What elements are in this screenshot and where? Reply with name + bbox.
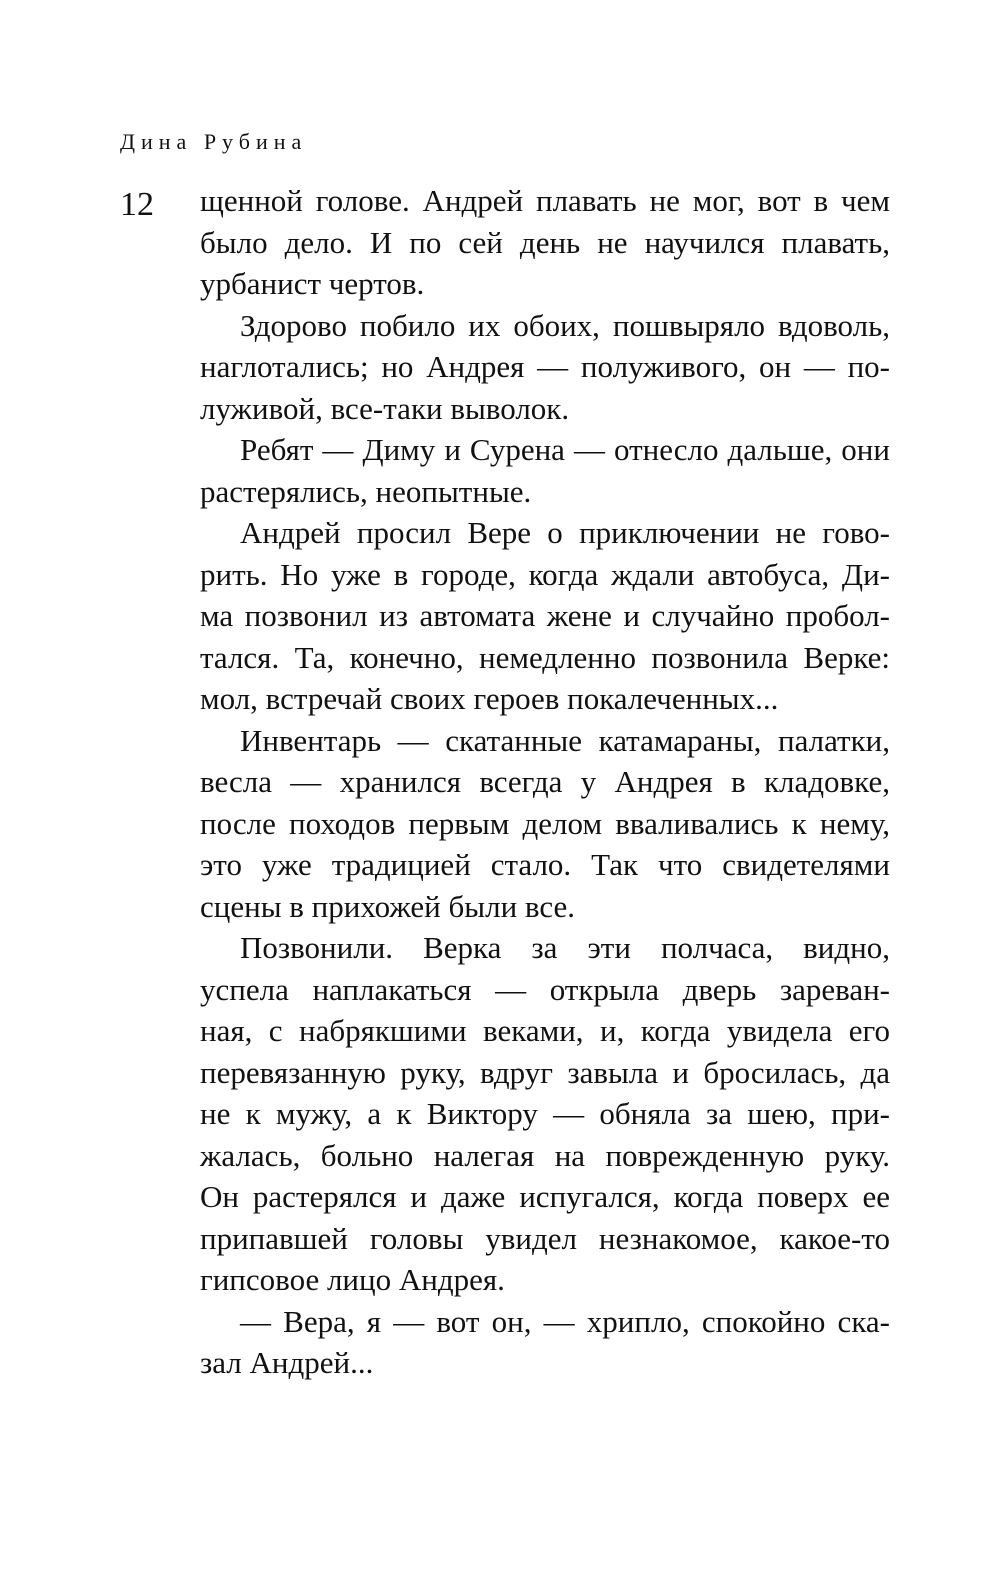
text-line: щенной голове. Андрей плавать не мог, вот в чем	[200, 183, 890, 218]
text-line: было дело. И по сей день не научился плавать,	[200, 224, 890, 260]
text-line: после походов первым делом вваливались к нему,	[200, 805, 890, 841]
running-head-author: Дина Рубина	[120, 129, 308, 154]
text-line: гипсовое лицо Андрея.	[200, 1262, 505, 1297]
text-line: Позвонили. Верка за эти полчаса, видно,	[240, 930, 890, 965]
text-line: Ребят — Диму и Сурена — отнесло дальше, они	[240, 432, 890, 467]
text-line: это уже традицией стало. Так что свидетелями	[200, 847, 890, 882]
text-line: жалась, больно налегая на поврежденную руку.	[200, 1137, 890, 1173]
text-line: рить. Но уже в городе, когда ждали автобуса, Ди-	[200, 556, 890, 592]
text-line: сцены в прихожей были все.	[200, 888, 576, 924]
text-line: растерялись, неопытные.	[200, 473, 532, 509]
text-line: наглотались; но Андрея — полуживого, он — по-	[200, 349, 890, 384]
text-line: урбанист чертов.	[200, 266, 425, 301]
text-line: — Вера, я — вот он, — хрипло, спокойно ска-	[240, 1303, 890, 1339]
text-line: весла — хранился всегда у Андрея в кладовке,	[200, 764, 890, 799]
text-line: луживой, все-таки выволок.	[200, 390, 570, 426]
text-line: успела наплакаться — открыла дверь зареван-	[200, 971, 890, 1007]
body-text	[200, 180, 890, 1384]
text-line: ма позвонил из автомата жене и случайно пробол-	[200, 598, 890, 633]
text-line: тался. Та, конечно, немедленно позвонила Верке:	[200, 639, 890, 675]
text-line: зал Андрей...	[200, 1345, 374, 1380]
text-line: Инвентарь — скатанные катамараны, палатки,	[240, 722, 890, 758]
text-line: Андрей просил Вере о приключении не гово-	[240, 515, 890, 550]
text-line: Здорово побило их обоих, пошвыряло вдоволь,	[240, 307, 890, 343]
text-line: перевязанную руку, вдруг завыла и бросилась, да	[200, 1054, 890, 1090]
text-line: припавшей головы увидел незнакомое, какое-то	[200, 1220, 890, 1256]
text-line: не к мужу, а к Виктору — обняла за шею, при-	[200, 1096, 890, 1131]
page-number: 12	[120, 186, 154, 223]
text-line: Он растерялся и даже испугался, когда поверх ее	[200, 1179, 890, 1214]
text-line: ная, с набрякшими веками, и, когда увидела его	[200, 1013, 890, 1048]
text-line: мол, встречай своих героев покалеченных...	[200, 681, 779, 716]
